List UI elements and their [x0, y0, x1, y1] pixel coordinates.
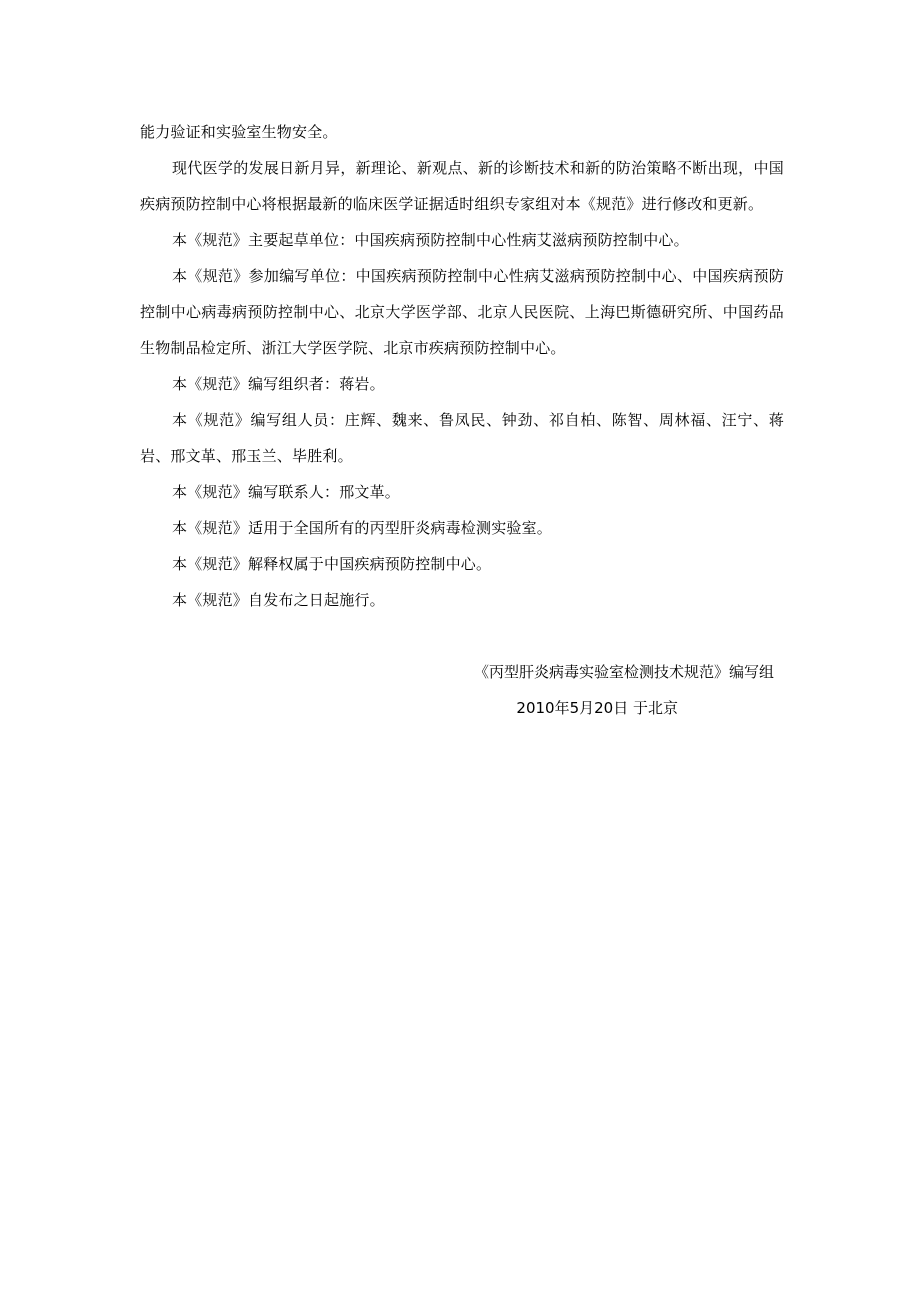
paragraph-scope: 本《规范》适用于全国所有的丙型肝炎病毒检测实验室。	[172, 519, 553, 537]
paragraph-organizer: 本《规范》编写组织者：蒋岩。	[172, 375, 385, 393]
signature-date: 2010年5月20日 于北京	[516, 699, 678, 717]
paragraph-writing-group-members: 本《规范》编写组人员：庄辉、魏来、鲁凤民、钟劲、祁自柏、陈智、周林福、汪宁、蒋岩、邢文革、邢玉兰、毕胜利。	[140, 411, 784, 465]
signature-organization: 《丙型肝炎病毒实验室检测技术规范》编写组	[473, 663, 774, 681]
paragraph-main-drafting-unit: 本《规范》主要起草单位：中国疾病预防控制中心性病艾滋病预防控制中心。	[172, 231, 689, 249]
paragraph-lab-biosafety: 能力验证和实验室生物安全。	[140, 123, 338, 141]
paragraph-effective-date: 本《规范》自发布之日起施行。	[172, 591, 385, 609]
paragraph-participating-units: 本《规范》参加编写单位：中国疾病预防控制中心性病艾滋病预防控制中心、中国疾病预防控制中心病毒病预防控制中心、北京大学医学部、北京人民医院、上海巴斯德研究所、中国药品生物制品检定所、浙江大学医学院、北京市疾病预防控制中心。	[140, 267, 784, 357]
paragraph-revision-policy: 现代医学的发展日新月异，新理论、新观点、新的诊断技术和新的防治策略不断出现，中国疾病预防控制中心将根据最新的临床医学证据适时组织专家组对本《规范》进行修改和更新。	[140, 159, 784, 213]
paragraph-contact-person: 本《规范》编写联系人：邢文革。	[172, 483, 401, 501]
paragraph-interpretation-right: 本《规范》解释权属于中国疾病预防控制中心。	[172, 555, 492, 573]
document-body	[140, 114, 784, 618]
